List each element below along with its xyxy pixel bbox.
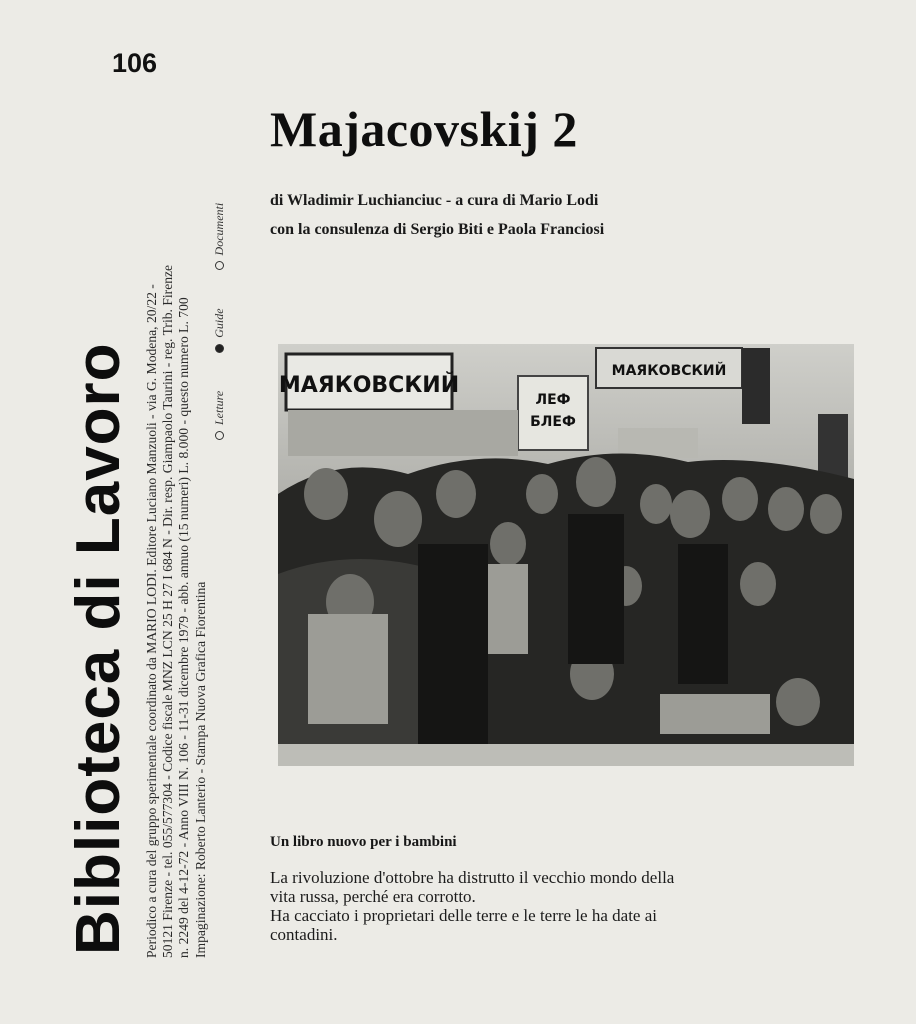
credits-line: di Wladimir Luchianciuc - a cura di Mario Lodi bbox=[270, 192, 599, 209]
banner-left-text: МАЯКОВСКИЙ bbox=[278, 373, 460, 398]
colophon-line: 50121 Firenze - tel. 055/577304 - Codice fiscale MNZ LCN 25 H 27 I 684 N - Dir. resp. Giampaolo Taurini - reg. Trib. Firenze bbox=[160, 264, 176, 958]
filled-circle-icon bbox=[215, 344, 224, 353]
category-label: Documenti bbox=[212, 202, 226, 256]
category-documenti bbox=[212, 203, 227, 271]
empty-circle-icon bbox=[215, 261, 224, 270]
poster-text-2: БЛЕФ bbox=[530, 414, 576, 430]
banner-right-text: МАЯКОВСКИЙ bbox=[611, 363, 727, 379]
credits-line: con la consulenza di Sergio Biti e Paola Franciosi bbox=[270, 221, 605, 238]
issue-number: 106 bbox=[112, 48, 158, 78]
empty-circle-icon bbox=[215, 431, 224, 440]
historical-photo bbox=[278, 344, 854, 766]
credits bbox=[270, 186, 730, 244]
category-letture bbox=[212, 391, 227, 440]
body-line: vita russa, perché era corrotto. bbox=[270, 887, 476, 906]
body-line: contadini. bbox=[270, 925, 338, 944]
body-line: Ha cacciato i proprietari delle terre e le terre le ha date ai bbox=[270, 906, 657, 925]
colophon-line: n. 2249 del 4-12-72 - Anno VIII N. 106 - 11-31 dicembre 1979 - abb. annuo (15 numeri) L. 8.000 - questo numero L. 700 bbox=[176, 297, 192, 958]
body-line: La rivoluzione d'ottobre ha distrutto il vecchio mondo della bbox=[270, 868, 675, 887]
category-label: Letture bbox=[212, 390, 226, 425]
colophon bbox=[144, 118, 209, 958]
colophon-line: Periodico a cura del gruppo sperimentale coordinato da MARIO LODI. Editore Luciano Manzuoli - via G. Modena, 20/22 - bbox=[144, 284, 159, 958]
page-title: Majacovskij 2 bbox=[270, 101, 578, 157]
category-label: Guide bbox=[212, 308, 226, 338]
section-heading: Un libro nuovo per i bambini bbox=[270, 834, 457, 850]
colophon-line: Impaginazione: Roberto Lanterio - Stampa Nuova Grafica Fiorentina bbox=[192, 581, 208, 958]
category-markers bbox=[212, 100, 227, 440]
category-guide bbox=[212, 308, 227, 352]
body-paragraph bbox=[270, 868, 870, 944]
series-title: Biblioteca di Lavoro bbox=[64, 342, 133, 955]
crowd-photo-illustration bbox=[278, 344, 854, 766]
poster-text-1: ЛЕФ bbox=[535, 392, 571, 408]
